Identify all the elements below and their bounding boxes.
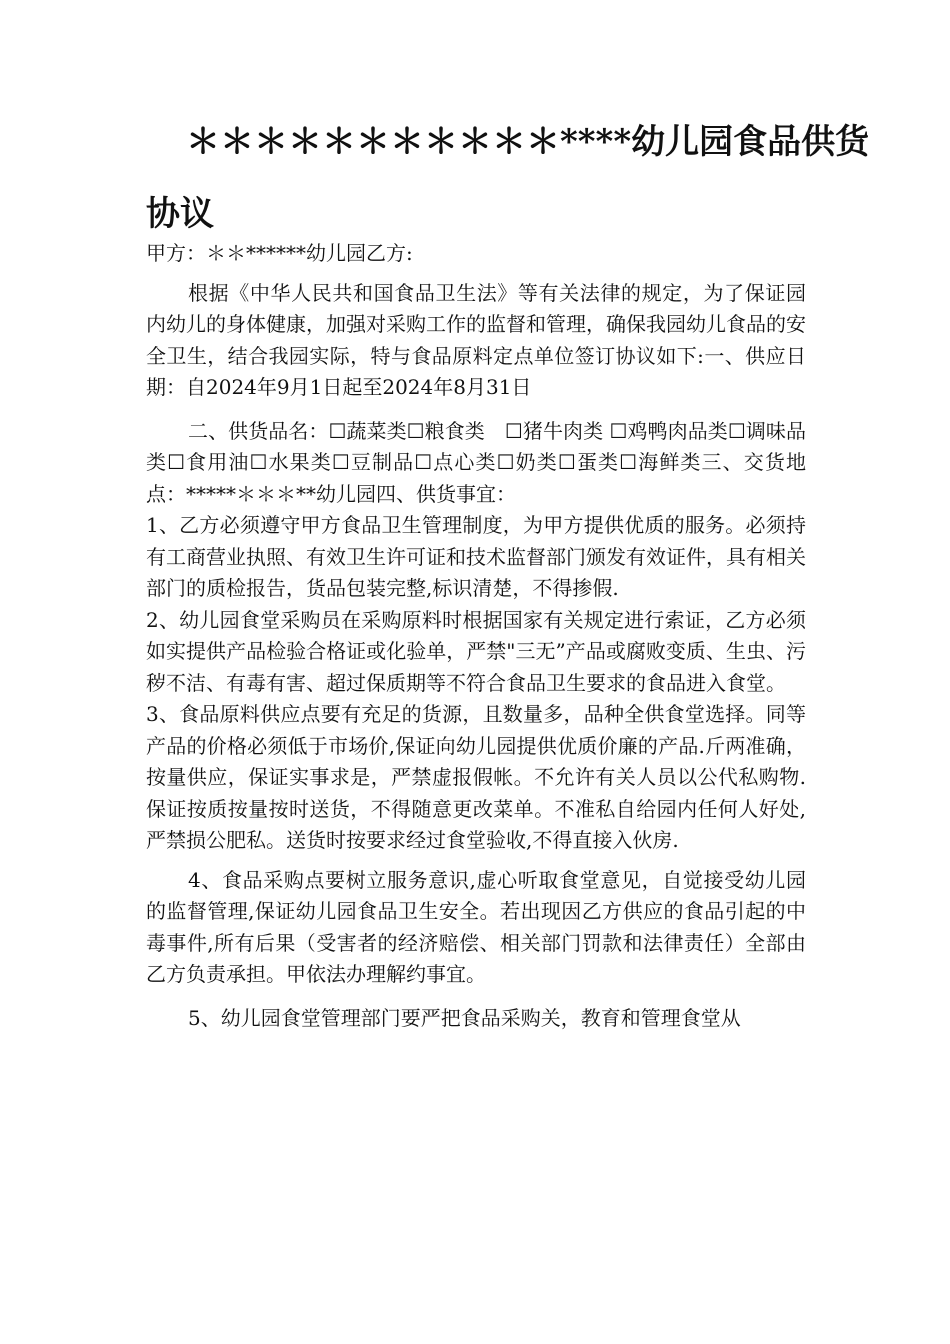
paragraph-clause-3: 3、食品原料供应点要有充足的货源，且数量多，品种全供食堂选择。同等产品的价格必须低于市场价,保证向幼儿园提供优质价廉的产品.斤两准确，按量供应，保证实事求是，严禁虚报假帐。不允许有关人员以公代私购物.保证按质按量按时送货，不得随意更改菜单。不准私自给园内任何人好处,严禁损公肥私。送货时按要求经过食堂验收,不得直接入伙房.	[146, 702, 806, 852]
paragraph-clause-5: 5、幼儿园食堂管理部门要严把食品采购关，教育和管理食堂从	[188, 1005, 741, 1030]
paragraph-clause-1: 1、乙方必须遵守甲方食品卫生管理制度，为甲方提供优质的服务。必须持有工商营业执照、有效卫生许可证和技术监督部门颁发有效证件，具有相关部门的质检报告，货品包装完整,标识清楚，不得掺假.	[146, 513, 806, 600]
document-page	[146, 118, 870, 1034]
paragraph-intro: 根据《中华人民共和国食品卫生法》等有关法律的规定，为了保证园内幼儿的身体健康，加强对采购工作的监督和管理，确保我园幼儿食品的安全卫生，结合我园实际，特与食品原料定点单位签订协议如下:一、供应日期：自2024年9月1日起至2024年8月31日	[146, 280, 806, 399]
document-title-line-2: 协议	[146, 194, 214, 234]
paragraph-clause-4: 4、食品采购点要树立服务意识,虚心听取食堂意见，自觉接受幼儿园的监督管理,保证幼儿园食品卫生安全。若出现因乙方供应的食品引起的中毒事件,所有后果（受害者的经济赔偿、相关部门罚款和法律责任）全部由乙方负责承担。甲依法办理解约事宜。	[146, 867, 806, 986]
paragraph-items: 二、供货品名：☐蔬菜类☐粮食类 ☐猪牛肉类 ☐鸡鸭肉品类☐调味品类☐食用油☐水果类☐豆制品☐点心类☐奶类☐蛋类☐海鲜类三、交货地点：*****＊＊＊**幼儿园四、供货事宜：	[146, 418, 806, 506]
paragraph-clause-2: 2、幼儿园食堂采购员在采购原料时根据国家有关规定进行索证，乙方必须如实提供产品检验合格证或化验单，严禁"三无”产品或腐败变质、生虫、污秽不洁、有毒有害、超过保质期等不符合食品卫生要求的食品进入食堂。	[146, 607, 806, 695]
document-title-line-1: ＊＊＊＊＊＊＊＊＊＊＊****幼儿园食品供货	[186, 122, 870, 162]
parties-line: 甲方：＊＊******幼儿园乙方:	[146, 241, 413, 265]
